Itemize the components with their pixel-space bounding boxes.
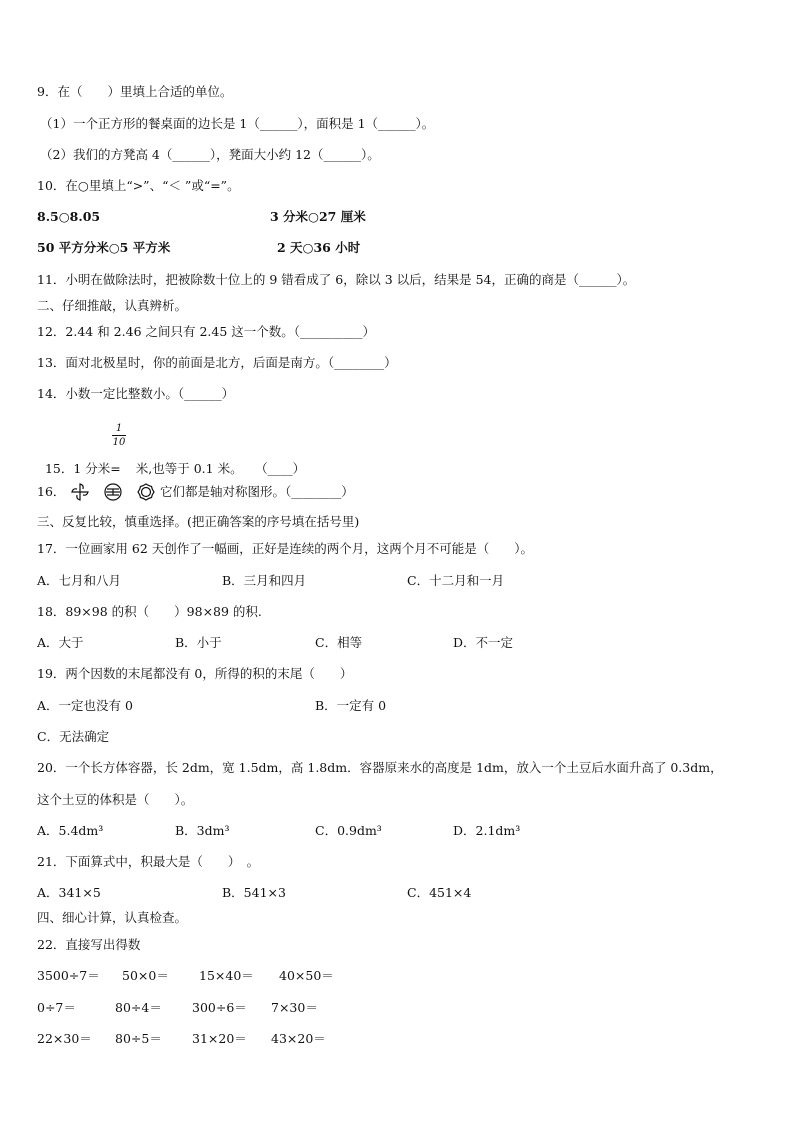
circle-with-lines-icon [103,482,123,502]
q15-after: 米,也等于 0.1 米。 （____） [135,461,306,476]
q17-option-a: A．七月和八月 [37,573,122,588]
q21-option-a: A．341×5 [37,885,101,900]
calc-r1-c3: 15×40＝ [199,968,254,983]
q9-title: 9．在（ ）里填上合适的单位。 [37,84,233,99]
q10-title: 10．在○里填上“>”、“＜ ”或“=”。 [37,178,240,193]
q18-option-d: D．不一定 [453,635,514,650]
section-4-heading: 四、细心计算，认真检查。 [37,910,188,925]
q18-stem: 18．89×98 的积（ ）98×89 的积. [37,604,262,619]
q19-option-a: A．一定也没有 0 [37,698,133,713]
calc-r1-c2: 50×0＝ [122,968,169,983]
q10-item-c: 50 平方分米○5 平方米 [37,240,171,255]
q18-option-a: A．大于 [37,635,84,650]
q10-item-b: 3 分米○27 厘米 [270,209,366,224]
pinwheel-icon [70,482,90,502]
q13: 13．面对北极星时，你的前面是北方，后面是南方。（________） [37,355,397,370]
q19-option-c: C．无法确定 [37,729,110,744]
q18-option-b: B．小于 [175,635,222,650]
q20-option-d: D．2.1dm³ [453,823,521,838]
q22-title: 22．直接写出得数 [37,937,141,952]
q17-option-b: B．三月和四月 [222,573,307,588]
q11: 11．小明在做除法时，把被除数十位上的 9 错看成了 6，除以 3 以后，结果是 54，正确的商是（______）。 [37,272,636,287]
q20-option-a: A．5.4dm³ [37,823,104,838]
section-3-heading: 三、反复比较，慎重选择。(把正确答案的序号填在括号里) [37,514,360,529]
calc-r2-c1: 0÷7＝ [37,1000,76,1015]
q15 [37,445,305,477]
q20-option-c: C．0.9dm³ [315,823,382,838]
calc-r3-c2: 80÷5＝ [115,1031,162,1046]
q16-label: 16． [37,484,66,499]
calc-r3-c4: 43×20＝ [271,1031,326,1046]
calc-r3-c3: 31×20＝ [192,1031,247,1046]
q9-part1: （1）一个正方形的餐桌面的边长是 1（______），面积是 1（______）。 [40,116,435,131]
q9-part2: （2）我们的方凳高 4（______），凳面大小约 12（______）。 [40,147,380,162]
q17-stem: 17．一位画家用 62 天创作了一幅画，正好是连续的两个月，这两个月不可能是（ ）。 [37,541,534,556]
q20-stem-line2: 这个土豆的体积是（ ）。 [37,792,194,807]
q21-option-b: B．541×3 [222,885,286,900]
calc-r2-c3: 300÷6＝ [192,1000,247,1015]
q17-option-c: C．十二月和一月 [407,573,505,588]
q15-fraction [112,423,126,448]
section-2-heading: 二、仔细推敲，认真辨析。 [37,298,188,313]
calc-r2-c4: 7×30＝ [271,1000,318,1015]
q10-item-a: 8.5○8.05 [37,209,101,224]
q14: 14．小数一定比整数小。（______） [37,386,235,401]
flower-outline-icon [136,482,156,502]
q16-text: 它们都是轴对称图形。（________） [160,484,354,499]
q19-stem: 19．两个因数的末尾都没有 0，所得的积的末尾（ ） [37,666,353,681]
q19-option-b: B．一定有 0 [315,698,387,713]
q10-item-d: 2 天○36 小时 [277,240,361,255]
q15-before: 15．1 分米= [44,461,121,476]
fraction-numerator: 1 [115,423,123,434]
q20-stem-line1: 20．一个长方体容器，长 2dm，宽 1.5dm，高 1.8dm．容器原来水的高度是 1dm，放入一个土豆后水面升高了 0.3dm， [37,760,723,775]
fraction-bar [112,435,126,436]
q18-option-c: C．相等 [315,635,363,650]
calc-r1-c1: 3500÷7＝ [37,968,100,983]
q21-option-c: C．451×4 [407,885,472,900]
calc-r1-c4: 40×50＝ [279,968,334,983]
q12: 12．2.44 和 2.46 之间只有 2.45 这一个数。（__________） [37,324,376,339]
q20-option-b: B．3dm³ [175,823,230,838]
calc-r3-c1: 22×30＝ [37,1031,92,1046]
fraction-denominator: 10 [112,437,126,448]
q21-stem: 21．下面算式中，积最大是（ ） 。 [37,854,260,869]
calc-r2-c2: 80÷4＝ [115,1000,162,1015]
